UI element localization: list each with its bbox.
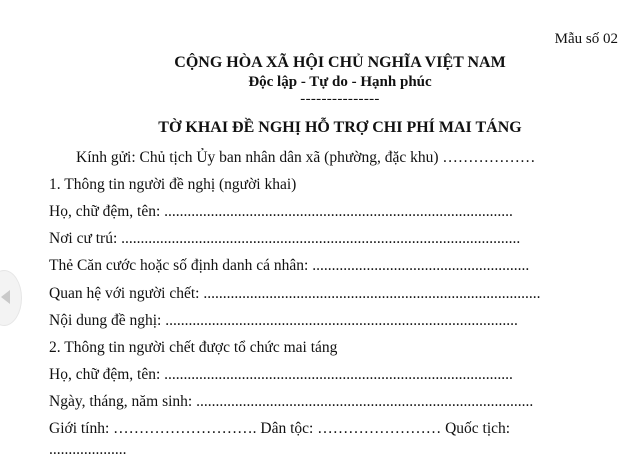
nation-heading: CỘNG HÒA XÃ HỘI CHỦ NGHĨA VIỆT NAM bbox=[174, 54, 506, 71]
section1-heading: 1. Thông tin người đề nghị (người khai) bbox=[49, 176, 297, 193]
applicant-residence-field: Nơi cư trú: ....................................................................................................... bbox=[49, 230, 521, 247]
chevron-left-icon bbox=[1, 290, 10, 304]
relation-to-deceased-field: Quan hệ với người chết: ....................................................................................... bbox=[49, 285, 541, 302]
section2-heading: 2. Thông tin người chết được tổ chức mai táng bbox=[49, 339, 338, 356]
nationality-continuation-dots: .................... bbox=[49, 441, 127, 458]
form-number: Mẫu số 02 bbox=[554, 31, 618, 47]
applicant-name-field: Họ, chữ đệm, tên: .......................................................................................... bbox=[49, 203, 513, 220]
addressee-line: Kính gửi: Chủ tịch Ủy ban nhân dân xã (phường, đặc khu) ……………… bbox=[76, 149, 536, 166]
deceased-birth-date-field: Ngày, tháng, năm sinh: ....................................................................................... bbox=[49, 393, 534, 410]
request-content-field: Nội dung đề nghị: ........................................................................................... bbox=[49, 312, 518, 329]
header-divider: --------------- bbox=[300, 91, 380, 107]
deceased-gender-ethnicity-nationality-field: Giới tính: ………………………. Dân tộc: …………………… Quốc tịch: bbox=[49, 420, 511, 437]
previous-page-button[interactable] bbox=[0, 270, 22, 326]
applicant-id-card-field: Thẻ Căn cước hoặc số định danh cá nhân: ........................................................ bbox=[49, 257, 530, 274]
national-motto: Độc lập - Tự do - Hạnh phúc bbox=[248, 74, 432, 90]
document-title: TỜ KHAI ĐỀ NGHỊ HỖ TRỢ CHI PHÍ MAI TÁNG bbox=[158, 119, 522, 136]
deceased-name-field: Họ, chữ đệm, tên: .......................................................................................... bbox=[49, 366, 513, 383]
